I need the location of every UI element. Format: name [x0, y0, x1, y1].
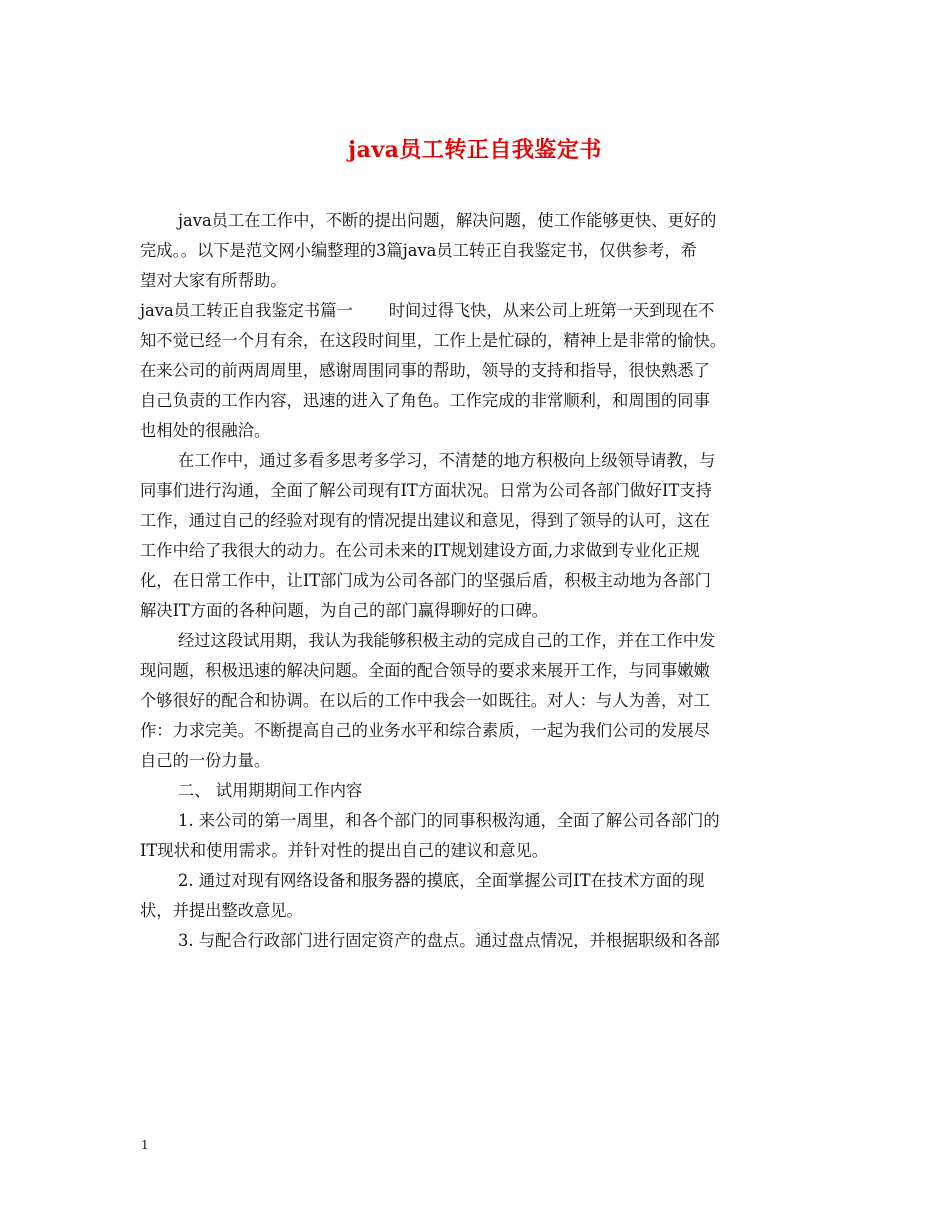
list-item: 2. 通过对现有网络设备和服务器的摸底，全面掌握公司IT在技术方面的现: [178, 871, 705, 890]
text-line: 也相处的很融洽。: [140, 421, 271, 440]
text-line: 解决IT方面的各种问题，为自己的部门赢得聊好的口碑。: [140, 601, 549, 620]
section-heading: java员工转正自我鉴定书篇一: [140, 301, 353, 320]
text-line: 望对大家有所帮助。: [140, 271, 287, 290]
text-line: 在工作中，通过多看多思考多学习，不清楚的地方积极向上级领导请教，与: [178, 451, 716, 470]
document-body: [140, 206, 815, 956]
text-line: 状，并提出整改意见。: [140, 901, 303, 920]
text-segment: 时间过得飞快，从来公司上班第一天到现在不: [388, 301, 715, 320]
text-line: 同事们进行沟通，全面了解公司现有IT方面状况。日常为公司各部门做好IT支持: [140, 481, 712, 500]
text-line: 个够很好的配合和协调。在以后的工作中我会一如既往。对人：与人为善，对工: [140, 691, 710, 710]
text-line: 知不觉已经一个月有余，在这段时间里，工作上是忙碌的，精神上是非常的愉快。: [140, 331, 727, 350]
text-line: 工作中给了我很大的动力。在公司未来的IT规划建设方面,力求做到专业化正规: [140, 541, 700, 560]
text-line: IT现状和使用需求。并针对性的提出自己的建议和意见。: [140, 841, 549, 860]
text-line: 在来公司的前两周周里，感谢周围同事的帮助，领导的支持和指导，很快熟悉了: [140, 361, 710, 380]
page-number: 1: [141, 1138, 149, 1152]
text-line: 完成。。以下是范文网小编整理的3篇java员工转正自我鉴定书，仅供参考，希: [140, 241, 697, 260]
text-line: 经过这段试用期，我认为我能够积极主动的完成自己的工作，并在工作中发: [178, 631, 716, 650]
text-line: 自己负责的工作内容，迅速的进入了角色。工作完成的非常顺利，和周围的同事: [140, 391, 710, 410]
text-line: 现问题，积极迅速的解决问题。全面的配合领导的要求来展开工作，与同事嫩嫩: [140, 661, 710, 680]
section-heading-line: [140, 296, 815, 326]
document-title: java员工转正自我鉴定书: [348, 137, 602, 163]
list-item: 1. 来公司的第一周里，和各个部门的同事积极沟通，全面了解公司各部门的: [178, 811, 720, 830]
text-line: 化，在日常工作中，让IT部门成为公司各部门的坚强后盾，积极主动地为各部门: [140, 571, 711, 590]
text-line: java员工在工作中，不断的提出问题，解决问题，使工作能够更快、更好的: [178, 211, 717, 230]
text-line: 作：力求完美。不断提高自己的业务水平和综合素质，一起为我们公司的发展尽: [140, 721, 710, 740]
text-line: 自己的一份力量。: [140, 751, 271, 770]
list-item: 3. 与配合行政部门进行固定资产的盘点。通过盘点情况，并根据职级和各部: [178, 931, 720, 950]
section-heading: 二、 试用期期间工作内容: [178, 781, 363, 800]
text-line: 工作，通过自己的经验对现有的情况提出建议和意见，得到了领导的认可，这在: [140, 511, 710, 530]
